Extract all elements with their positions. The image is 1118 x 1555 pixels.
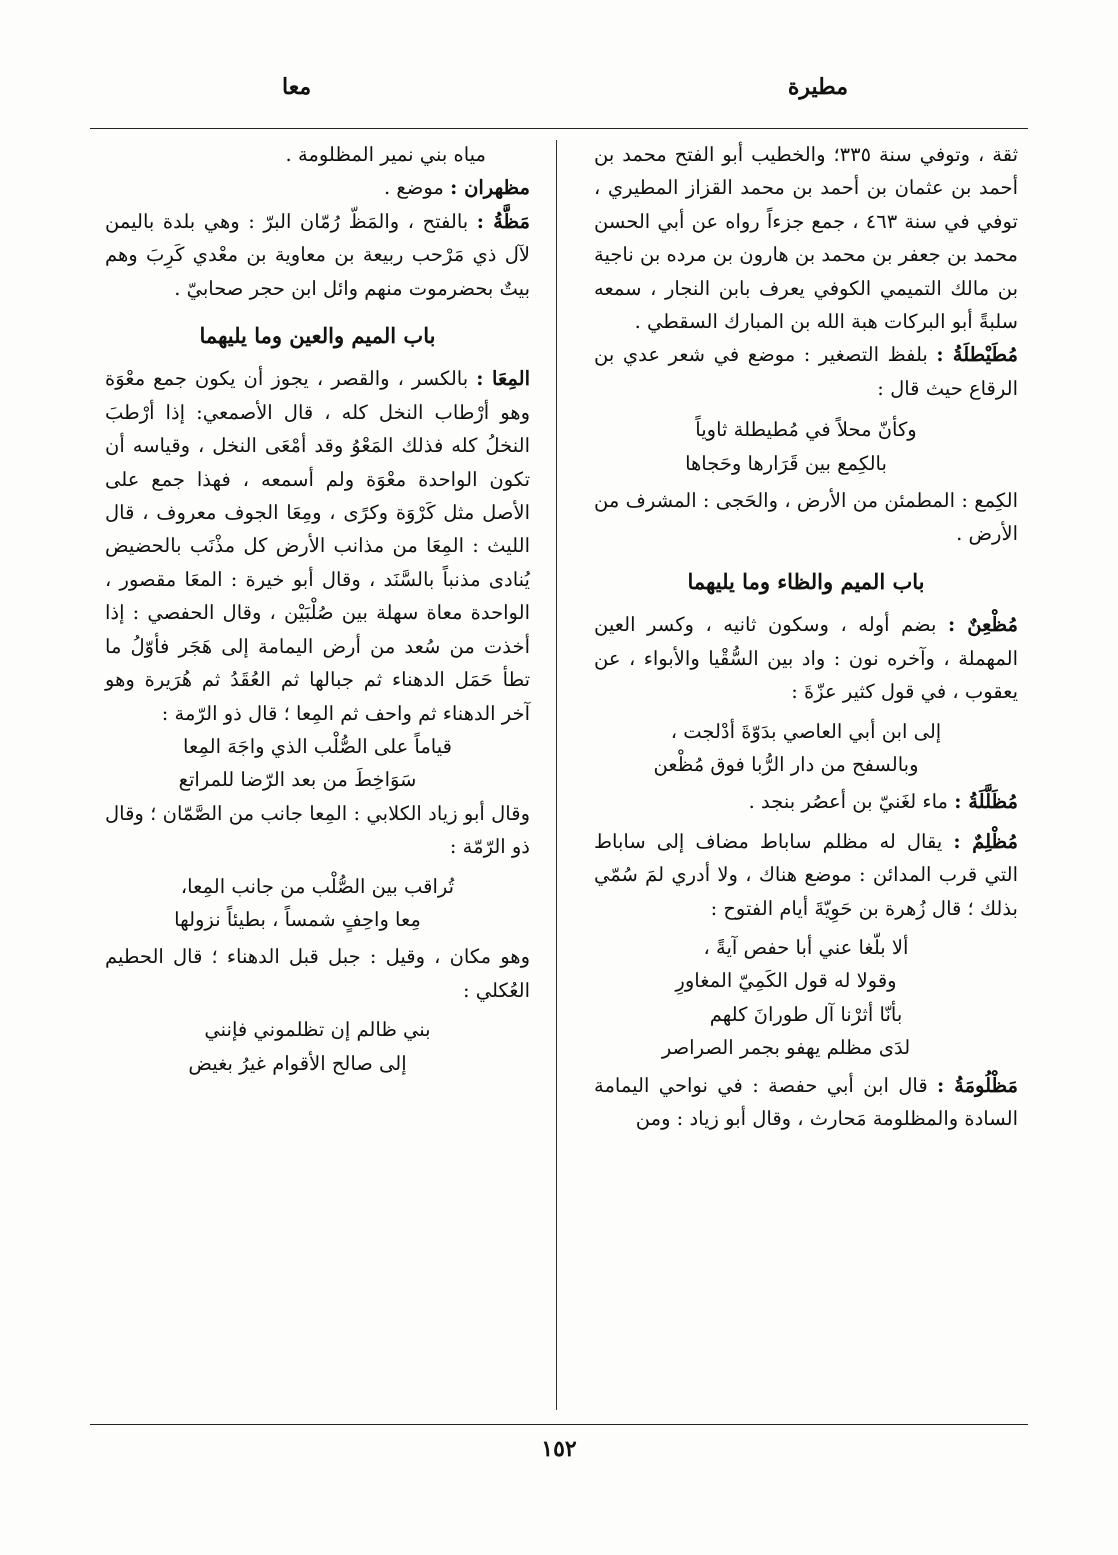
verse-block: [594, 413, 1018, 480]
running-head-right: مطيرة: [787, 74, 848, 100]
headword: مُظْلِمٌ :: [953, 829, 1018, 853]
verse-line: سَوَاخِطَ من بعد الرّضا للمراتع: [178, 768, 417, 792]
entry-mazan: [594, 608, 1018, 708]
verse-line: وكأنّ محلاً في مُطيطلة ثاوياً: [695, 418, 917, 442]
gloss-text: الكِمع : المطمئن من الأرض ، والحَجى : المشرف من الأرض .: [594, 489, 1018, 546]
entry-text: موضع .: [384, 176, 444, 200]
entry-text: بالفتح ، والمَظّ رُمّان البرّ : وهي بلدة باليمن لآل ذي مَرْحب ربيعة بن معاوية بن معْدي كَرِبَ وهم بيتٌ بحضرموت منهم وائل ابن حجر صحابيّ .: [105, 209, 530, 300]
verse-line: بأنّا أثرْنا آل طورانَ كلهم: [709, 1002, 903, 1026]
entry-mazharan: [105, 171, 530, 204]
header-rule: [90, 128, 1028, 129]
entry-text: بالكسر ، والقصر ، يجوز أن يكون جمع معْوَة وهو أرْطاب النخل كله ، قال الأصمعي: إذا أرْطبَ النخلُ كله فذلك المَعْوُ وقد أمْعَى النخل ، وقياسه أن تكون الواحدة معْوَة ولم أسمعه ، فهذا جمع على الأصل مثل كَرْوَة وكرًى ، ومِعَا الجوف معروف ، قال الليث : المِعَا من مذانب الأرض كل مذْنَب بالحضيض يُنادى مذنباً بالسَّنَد ، وقال أبو خيرة : المعَا مقصور ، الواحدة معاة سهلة بين صُلْبَيْن ، وقال الحفصي : إذا أخذت من سُعد من أرض اليمامة إلى هَجَر فأوّلُ ما تطأ حَمَل الدهناء ثم جبالها ثم العُقَدُ ثم هُرَيرة وهو آخر الدهناء ثم واحف ثم المِعا ؛ قال ذو الرّمة :: [105, 367, 530, 725]
entry-text: بلفظ التصغير : موضع في شعر عدي بن الرقاع حيث قال :: [594, 343, 1018, 400]
entry-mazluma: [594, 1069, 1018, 1136]
running-head-left: معا: [282, 74, 312, 100]
entry-muzlim: [594, 825, 1018, 925]
entry-mazlala: [594, 785, 1018, 818]
entry-text: يقال له مظلم ساباط مضاف إلى ساباط التي قرب المدائن : موضع هناك ، ولا أدري لمَ سُمّي بذلك ؛ قال زُهرة بن حَوِيّةَ أيام الفتوح :: [594, 829, 1018, 920]
verse-line: وقولا له قول الكَمِيّ المغاورِ: [675, 969, 897, 993]
verse-line: قياماً على الصُّلْب الذي واجَهَ المِعا: [183, 734, 452, 758]
headword: مُظَلَّلَةُ :: [954, 790, 1018, 814]
headword: مُظْعِنٌ :: [947, 613, 1019, 637]
verse-line: تُراقب بين الصُّلْب من جانب المِعا،: [180, 874, 455, 898]
section-title: باب الميم والعين وما يليهما: [199, 323, 436, 349]
verse-line: بالكِمع بين قَرَارها وحَجاها: [685, 451, 887, 475]
verse-block: [594, 715, 1018, 782]
headword: مَظَّةُ :: [476, 209, 530, 233]
verse-line: إلى صالح الأقوام غيرُ بغيض: [188, 1051, 407, 1075]
column-divider: [556, 140, 557, 1410]
verse-line: إلى ابن أبي العاصي بدَوّةَ أدْلجت ،: [670, 719, 942, 743]
verse-line: وبالسفح من دار الرُّبا فوق مُظْعن: [653, 752, 919, 776]
verse-block: [594, 931, 1018, 1065]
entry-mutaytila: [594, 338, 1018, 405]
left-column: [105, 138, 530, 1080]
entry-text: وهو مكان ، وقيل : جبل قبل الدهناء ؛ قال الحطيم العُكلي :: [105, 945, 530, 1002]
section-title: باب الميم والظاء وما يليهما: [687, 568, 925, 594]
entry-mazza: [105, 205, 530, 305]
right-column: [594, 138, 1018, 1135]
verse-line: مِعا واحِفٍ شمساً ، بطيئاً نزولها: [174, 907, 421, 931]
entry-text: وقال أبو زياد الكلابي : المِعا جانب من الصَّمّان ؛ وقال ذو الرّمّة :: [105, 801, 530, 859]
entry-text: بضم أوله ، وسكون ثانيه ، وكسر العين المهملة ، وآخره نون : واد بين السُّقْيا والأبواء ، عن يعقوب ، في قول كثير عزّةَ :: [594, 613, 1018, 704]
verse-block: [105, 1013, 530, 1080]
headword: مُطَيْطلَةُ :: [936, 343, 1018, 367]
footer-rule: [90, 1424, 1028, 1425]
verse-line: لدَى مظلم يهفو بجمر الصراصر: [661, 1036, 911, 1060]
headword: مَظْلُومَةُ :: [937, 1073, 1019, 1097]
headword: المِعَا :: [476, 367, 530, 391]
entry-continuation: مياه بني نمير المظلومة .: [285, 143, 486, 166]
entry-maa: [105, 362, 530, 729]
entry-text: ماء لغَنيّ بن أعصُر بنجد .: [748, 790, 948, 814]
verse-line: ألا بلّغا عني أبا حفص آيةً ،: [703, 935, 909, 959]
verse-line: بني ظالم إن تظلموني فإنني: [204, 1018, 431, 1042]
entry-continuation: ثقة ، وتوفي سنة ٣٣٥؛ والخطيب أبو الفتح محمد بن أحمد بن عثمان بن أحمد بن محمد القزاز المطيري ، توفي في سنة ٤٦٣ ، جمع جزءاً رواه عن أبي الحسن محمد بن جعفر بن محمد بن هارون بن مرده بن ناجية بن مالك التميمي الكوفي يعرف بابن النجار ، سمعه سلبةً أبو البركات هبة الله بن المبارك السقطي .: [594, 143, 1018, 334]
page-number: ١٥٢: [541, 1436, 577, 1462]
verse-block: [105, 870, 530, 937]
headword: مظهران :: [450, 176, 530, 200]
entry-text: قال ابن أبي حفصة : في نواحي اليمامة السادة والمظلومة مَحارث ، وقال أبو زياد : ومن: [594, 1073, 1018, 1130]
verse-block: [105, 730, 530, 797]
